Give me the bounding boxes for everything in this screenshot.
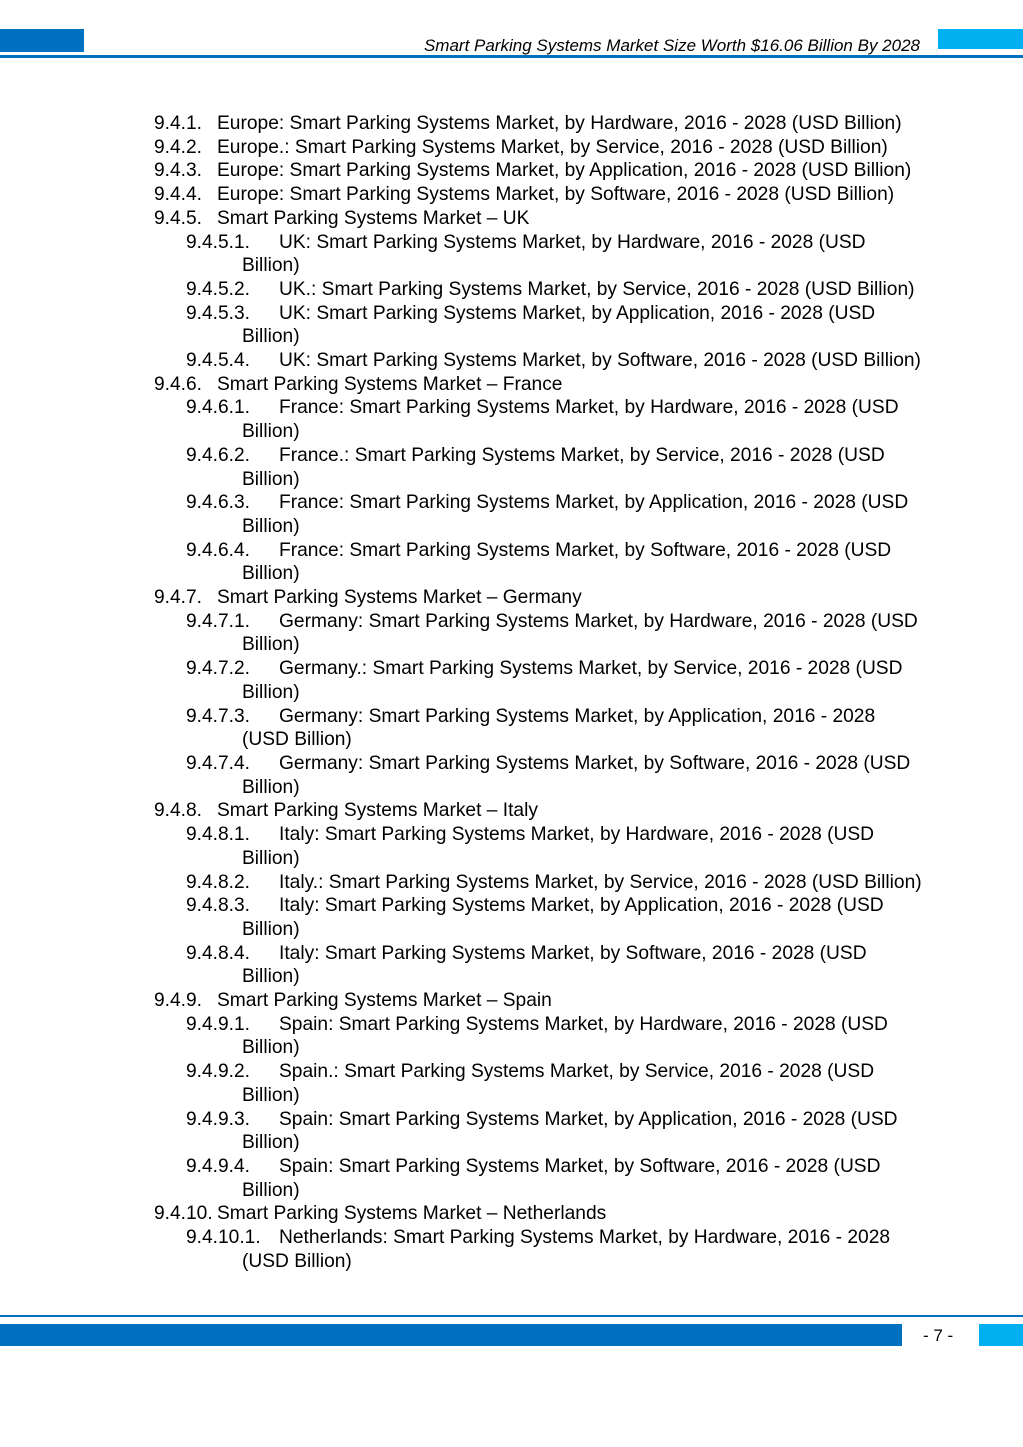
toc-entry-text: Billion): [242, 847, 300, 869]
toc-entry-text: Spain: Smart Parking Systems Market, by Application, 2016 - 2028 (USD: [279, 1108, 898, 1130]
toc-entry-continuation: [0, 1036, 1023, 1060]
toc-entry: [0, 396, 1023, 420]
toc-entry-text: UK: Smart Parking Systems Market, by Software, 2016 - 2028 (USD Billion): [279, 350, 921, 372]
toc-entry-text: Billion): [242, 255, 300, 277]
toc-entry: [0, 444, 1023, 468]
toc-entry-number: 9.4.5.3.: [186, 302, 251, 324]
toc-entry: [0, 231, 1023, 255]
toc-entry-number: 9.4.9.1.: [186, 1013, 251, 1035]
toc-entry-continuation: [0, 325, 1023, 349]
toc-entry-text: France: Smart Parking Systems Market, by Application, 2016 - 2028 (USD: [279, 492, 909, 514]
table-of-contents: [0, 112, 1023, 1273]
toc-entry-continuation: [0, 1179, 1023, 1203]
toc-entry: [0, 373, 1023, 397]
page-number: - 7 -: [923, 1326, 954, 1345]
toc-entry-text: (USD Billion): [242, 729, 352, 751]
toc-entry-text: Billion): [242, 326, 300, 348]
toc-entry-number: 9.4.8.2.: [186, 871, 251, 893]
toc-entry-text: Spain: Smart Parking Systems Market, by Hardware, 2016 - 2028 (USD: [279, 1013, 888, 1035]
toc-entry-text: Billion): [242, 634, 300, 656]
toc-entry-text: Smart Parking Systems Market – France: [217, 373, 563, 395]
toc-entry: [0, 159, 1023, 183]
toc-entry: [0, 278, 1023, 302]
toc-entry-text: Italy: Smart Parking Systems Market, by Hardware, 2016 - 2028 (USD: [279, 824, 875, 846]
toc-entry-text: Europe: Smart Parking Systems Market, by Application, 2016 - 2028 (USD Billion): [217, 160, 912, 182]
toc-entry: [0, 1060, 1023, 1084]
toc-entry: [0, 302, 1023, 326]
toc-entry-continuation: [0, 515, 1023, 539]
toc-entry-number: 9.4.2.: [154, 136, 203, 158]
header-accent-bar-right: [938, 29, 1023, 49]
toc-entry-text: Smart Parking Systems Market – Netherlands: [217, 1203, 607, 1225]
toc-entry-number: 9.4.9.3.: [186, 1108, 251, 1130]
toc-entry-number: 9.4.8.1.: [186, 824, 251, 846]
toc-entry-text: Europe: Smart Parking Systems Market, by Hardware, 2016 - 2028 (USD Billion): [217, 113, 902, 134]
toc-entry-text: Germany: Smart Parking Systems Market, by Hardware, 2016 - 2028 (USD: [279, 610, 918, 632]
toc-entry-continuation: [0, 1250, 1023, 1274]
toc-entry-text: Billion): [242, 1084, 300, 1106]
toc-entry-text: Spain.: Smart Parking Systems Market, by Service, 2016 - 2028 (USD: [279, 1061, 875, 1083]
toc-entry-number: 9.4.9.2.: [186, 1061, 251, 1083]
header-rule: [0, 55, 1023, 58]
running-header-title: Smart Parking Systems Market Size Worth $16.06 Billion By 2028: [423, 36, 920, 55]
toc-entry-number: 9.4.3.: [154, 160, 203, 182]
toc-entry-text: Billion): [242, 681, 300, 703]
toc-entry-continuation: [0, 254, 1023, 278]
toc-entry-text: France: Smart Parking Systems Market, by Hardware, 2016 - 2028 (USD: [279, 397, 899, 419]
toc-entry: [0, 539, 1023, 563]
toc-entry-text: Billion): [242, 1179, 300, 1201]
toc-entry: [0, 871, 1023, 895]
toc-entry: [0, 1108, 1023, 1132]
toc-entry-text: Billion): [242, 1037, 300, 1059]
toc-entry: [0, 705, 1023, 729]
toc-entry-number: 9.4.6.2.: [186, 444, 251, 466]
toc-entry-number: 9.4.7.4.: [186, 752, 251, 774]
toc-entry-continuation: [0, 633, 1023, 657]
toc-entry-continuation: [0, 965, 1023, 989]
toc-entry-text: Smart Parking Systems Market – Italy: [217, 800, 538, 822]
toc-entry-number: 9.4.10.1.: [186, 1227, 261, 1249]
toc-entry-text: (USD Billion): [242, 1250, 352, 1272]
toc-entry-number: 9.4.1.: [154, 113, 203, 134]
toc-entry: [0, 586, 1023, 610]
toc-entry-text: Germany: Smart Parking Systems Market, by Software, 2016 - 2028 (USD: [279, 752, 911, 774]
toc-entry: [0, 1226, 1023, 1250]
toc-entry-continuation: [0, 562, 1023, 586]
toc-entry-number: 9.4.7.3.: [186, 705, 251, 727]
toc-entry: [0, 610, 1023, 634]
toc-entry-number: 9.4.7.2.: [186, 658, 251, 680]
toc-entry-continuation: [0, 847, 1023, 871]
toc-entry-text: Netherlands: Smart Parking Systems Market, by Hardware, 2016 - 2028: [279, 1227, 891, 1249]
toc-entry-number: 9.4.8.: [154, 800, 203, 822]
toc-entry-number: 9.4.7.1.: [186, 610, 251, 632]
toc-entry-continuation: [0, 1084, 1023, 1108]
toc-entry: [0, 894, 1023, 918]
toc-entry-text: Germany: Smart Parking Systems Market, by Application, 2016 - 2028: [279, 705, 876, 727]
toc-entry-text: Billion): [242, 515, 300, 537]
toc-entry: [0, 1155, 1023, 1179]
toc-entry: [0, 183, 1023, 207]
toc-entry-text: Germany.: Smart Parking Systems Market, by Service, 2016 - 2028 (USD: [279, 658, 903, 680]
toc-entry-number: 9.4.5.2.: [186, 278, 251, 300]
toc-entry-text: Europe.: Smart Parking Systems Market, by Service, 2016 - 2028 (USD Billion): [217, 136, 888, 158]
toc-entry-text: Billion): [242, 563, 300, 585]
toc-entry-text: UK: Smart Parking Systems Market, by Application, 2016 - 2028 (USD: [279, 302, 876, 324]
toc-entry-text: UK.: Smart Parking Systems Market, by Service, 2016 - 2028 (USD Billion): [279, 278, 915, 300]
toc-entry-number: 9.4.10.: [154, 1203, 213, 1225]
footer-accent-band: [0, 1324, 902, 1346]
toc-entry: [0, 349, 1023, 373]
toc-entry-text: Spain: Smart Parking Systems Market, by Software, 2016 - 2028 (USD: [279, 1155, 881, 1177]
toc-entry-number: 9.4.4.: [154, 184, 203, 206]
toc-entry-continuation: [0, 918, 1023, 942]
toc-entry-text: Italy.: Smart Parking Systems Market, by Service, 2016 - 2028 (USD Billion): [279, 871, 922, 893]
toc-entry-number: 9.4.6.4.: [186, 539, 251, 561]
toc-entry-continuation: [0, 1131, 1023, 1155]
toc-entry-continuation: [0, 681, 1023, 705]
toc-entry-text: Smart Parking Systems Market – Spain: [217, 990, 552, 1012]
footer-accent-bar-right: [979, 1324, 1023, 1346]
toc-entry: [0, 657, 1023, 681]
toc-entry-continuation: [0, 728, 1023, 752]
toc-entry: [0, 491, 1023, 515]
toc-entry-number: 9.4.6.3.: [186, 492, 251, 514]
toc-entry-text: Billion): [242, 468, 300, 490]
toc-entry: [0, 207, 1023, 231]
header-accent-bar-left: [0, 29, 84, 52]
toc-entry: [0, 1202, 1023, 1226]
toc-entry: [0, 989, 1023, 1013]
toc-entry-number: 9.4.5.1.: [186, 231, 251, 253]
toc-entry-text: Billion): [242, 918, 300, 940]
toc-entry-text: Italy: Smart Parking Systems Market, by Software, 2016 - 2028 (USD: [279, 942, 867, 964]
toc-entry: [0, 136, 1023, 160]
toc-entry-text: Billion): [242, 421, 300, 443]
toc-entry-text: France: Smart Parking Systems Market, by Software, 2016 - 2028 (USD: [279, 539, 892, 561]
toc-entry-number: 9.4.5.: [154, 207, 203, 229]
toc-entry-continuation: [0, 776, 1023, 800]
toc-entry-text: Billion): [242, 776, 300, 798]
toc-entry-number: 9.4.9.4.: [186, 1155, 251, 1177]
toc-entry-number: 9.4.5.4.: [186, 350, 251, 372]
toc-entry-text: Europe: Smart Parking Systems Market, by Software, 2016 - 2028 (USD Billion): [217, 184, 895, 206]
toc-entry: [0, 799, 1023, 823]
toc-entry-continuation: [0, 420, 1023, 444]
footer-rule: [0, 1315, 1023, 1317]
toc-entry-number: 9.4.6.: [154, 373, 203, 395]
toc-entry-number: 9.4.6.1.: [186, 397, 251, 419]
toc-entry-text: Smart Parking Systems Market – UK: [217, 207, 530, 229]
toc-entry-number: 9.4.8.4.: [186, 942, 251, 964]
toc-entry: [0, 942, 1023, 966]
toc-entry-text: Italy: Smart Parking Systems Market, by Application, 2016 - 2028 (USD: [279, 895, 884, 917]
toc-entry-text: Billion): [242, 966, 300, 988]
toc-entry-continuation: [0, 468, 1023, 492]
toc-entry-number: 9.4.7.: [154, 587, 203, 609]
toc-entry: [0, 752, 1023, 776]
toc-entry-text: Smart Parking Systems Market – Germany: [217, 587, 582, 609]
toc-entry: [0, 112, 1023, 136]
toc-entry-text: UK: Smart Parking Systems Market, by Hardware, 2016 - 2028 (USD: [279, 231, 866, 253]
toc-entry-text: France.: Smart Parking Systems Market, by Service, 2016 - 2028 (USD: [279, 444, 885, 466]
toc-entry-number: 9.4.8.3.: [186, 895, 251, 917]
toc-entry-text: Billion): [242, 1132, 300, 1154]
toc-entry-number: 9.4.9.: [154, 990, 203, 1012]
toc-entry: [0, 823, 1023, 847]
toc-entry: [0, 1013, 1023, 1037]
